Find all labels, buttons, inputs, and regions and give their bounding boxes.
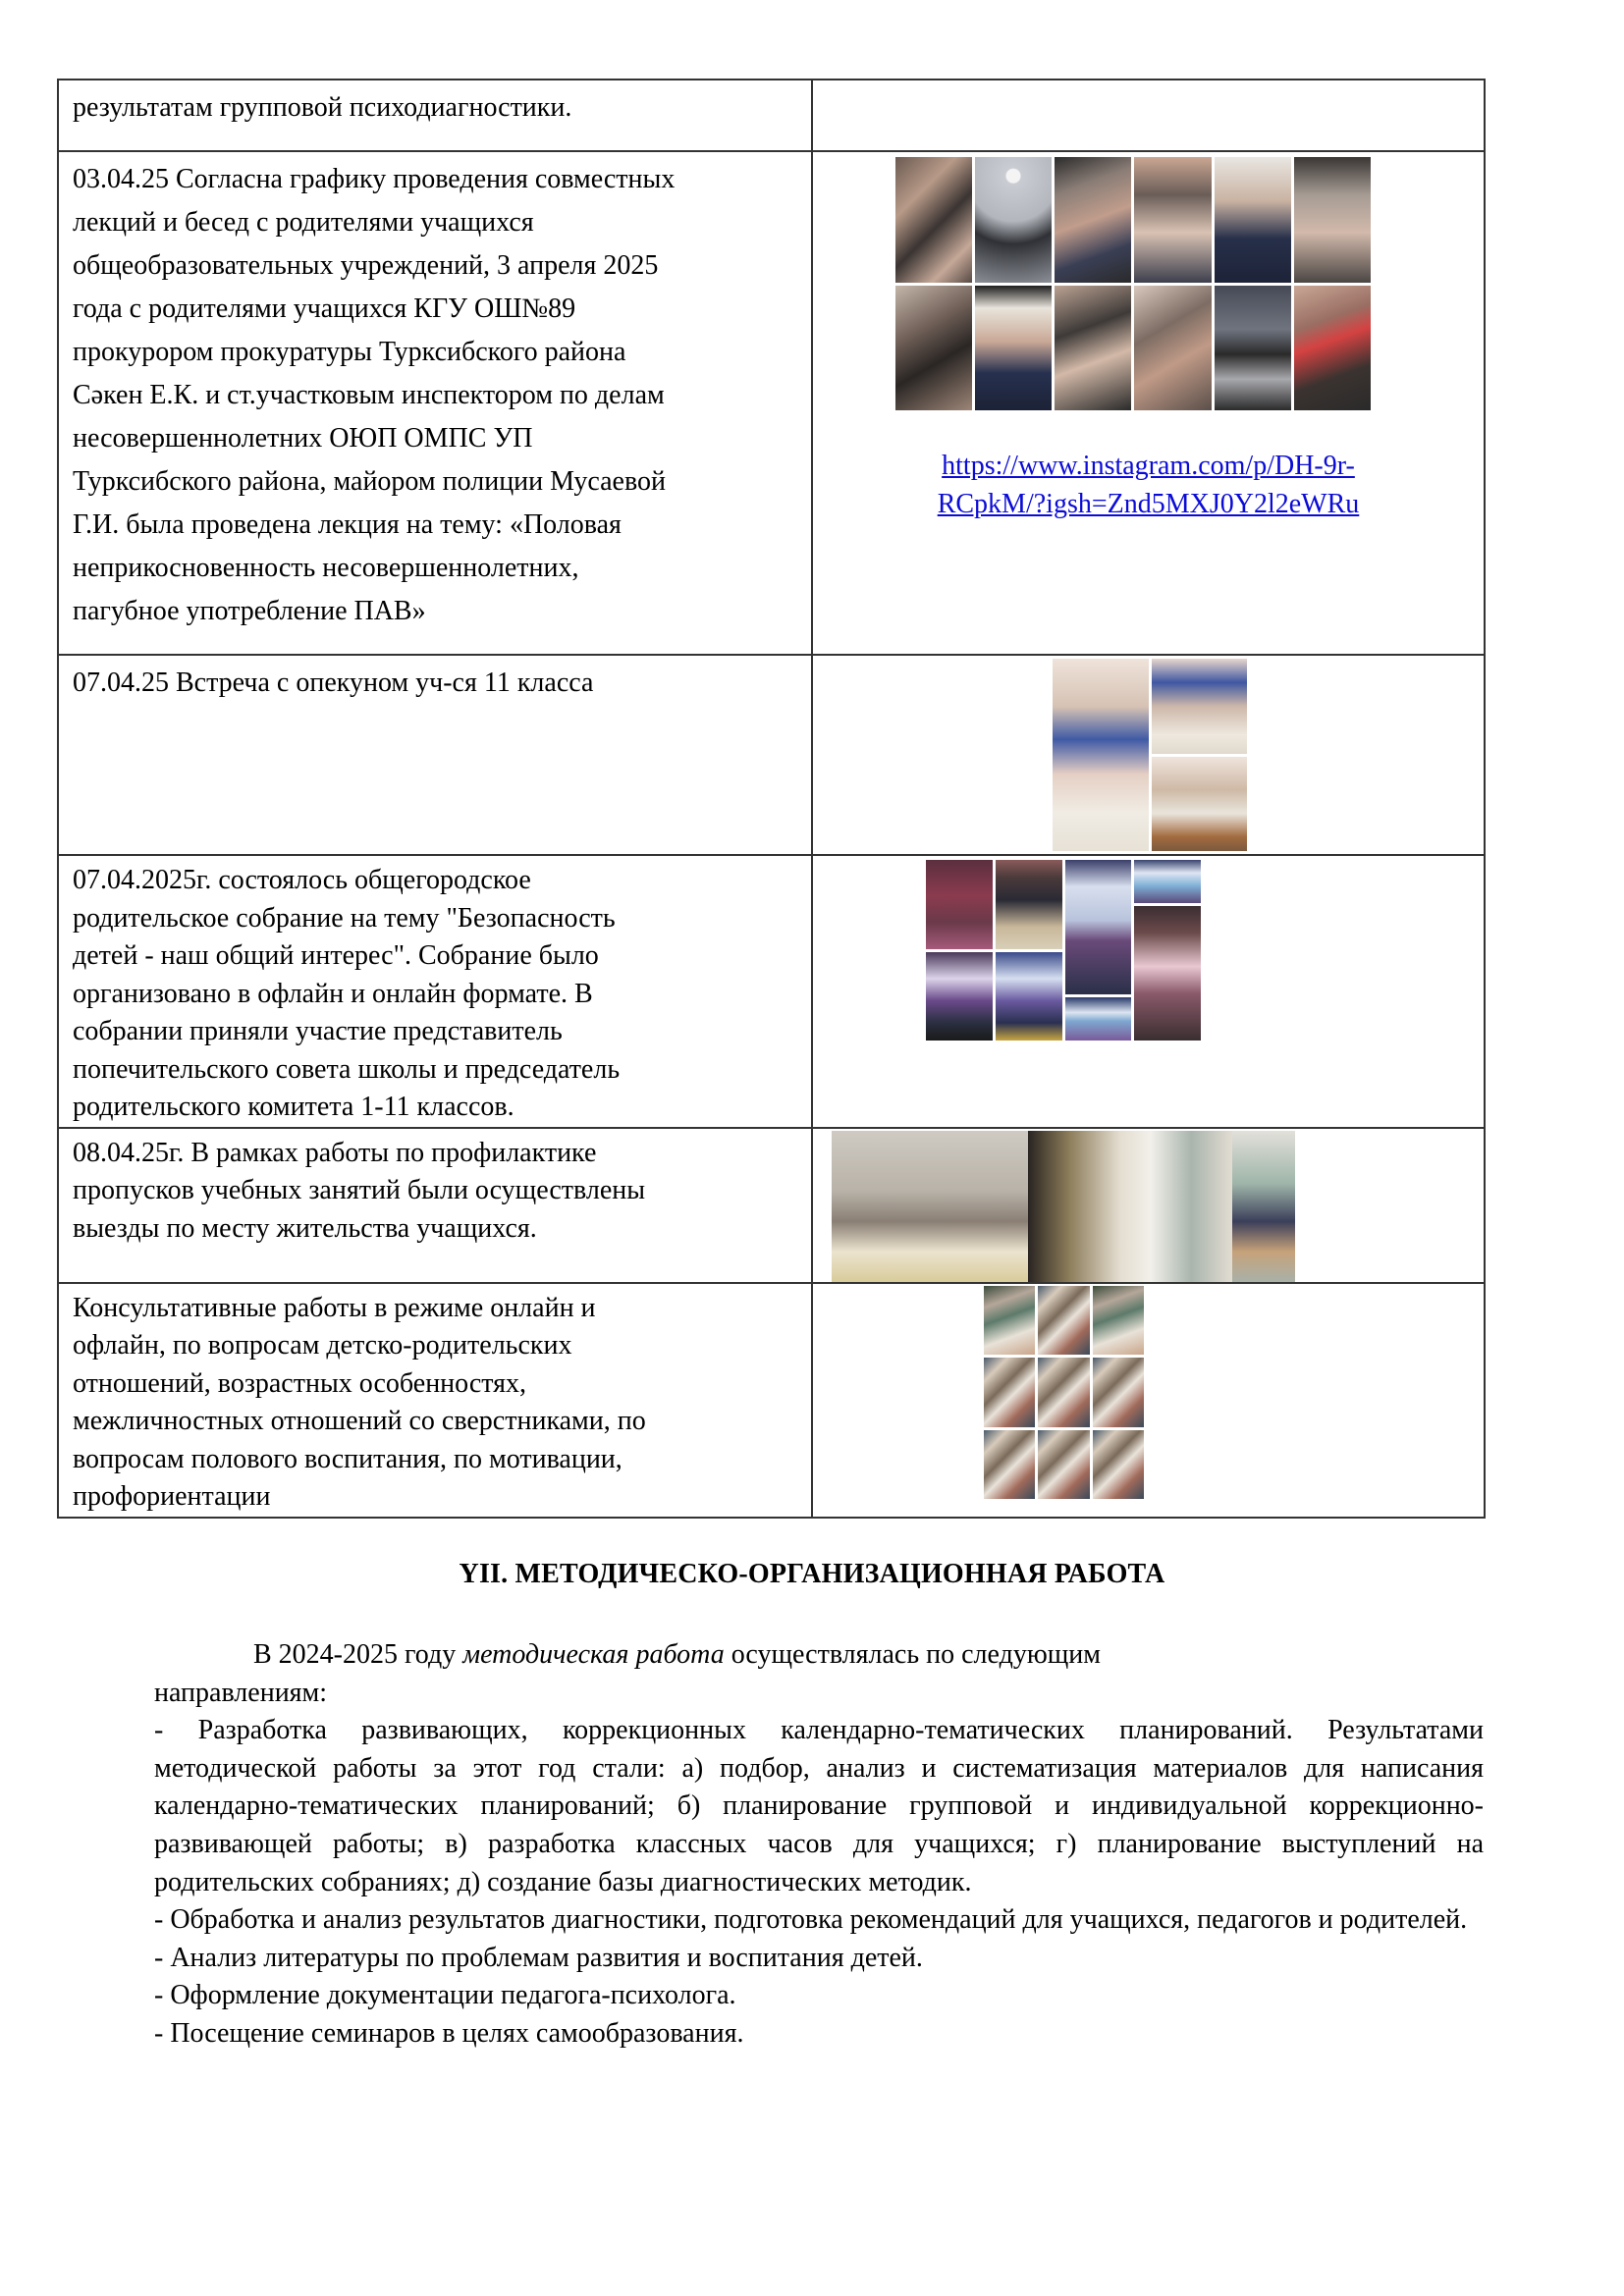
table-row	[58, 1128, 1485, 1283]
photo	[1134, 906, 1201, 1041]
row-description	[58, 655, 812, 855]
row-description	[58, 855, 812, 1128]
row-description	[58, 1283, 812, 1518]
table-row	[58, 80, 1485, 151]
list-item: - Оформление документации педагога-психолога.	[154, 1980, 736, 2011]
row-media-cell	[812, 80, 1485, 151]
photo	[1093, 1430, 1144, 1500]
row-media-cell	[812, 1128, 1485, 1283]
row-description	[58, 151, 812, 655]
photo	[1093, 1286, 1144, 1356]
intro-text: В 2024-2025 году	[253, 1639, 463, 1670]
list-item: - Посещение семинаров в целях самообразования.	[154, 2017, 744, 2049]
photo	[832, 1131, 1028, 1282]
table-row	[58, 655, 1485, 855]
photo	[996, 952, 1062, 1041]
photo	[926, 860, 993, 949]
photo	[984, 1358, 1035, 1427]
online-meeting-collage	[895, 157, 1371, 410]
intro-continuation: направлениям:	[154, 1677, 328, 1708]
intro-paragraph	[154, 1636, 1484, 1675]
photo	[1065, 997, 1132, 1041]
photo	[1038, 1358, 1089, 1427]
photo	[1152, 659, 1248, 754]
photo	[1215, 286, 1291, 411]
photo	[975, 286, 1052, 411]
row-media-cell	[812, 1283, 1485, 1518]
row-text: результатам групповой психодиагностики.	[73, 92, 572, 123]
activity-table	[57, 79, 1486, 1519]
office-meeting-collage	[1053, 659, 1247, 851]
intro-text: осуществлялась по следующим	[724, 1639, 1101, 1670]
consultation-photo-grid	[984, 1286, 1144, 1500]
row-text: 08.04.25г. В рамках работы по профилактике пропусков учебных занятий были осуществлены выезды по месту жительства учащихся.	[73, 1137, 646, 1244]
photo	[1232, 1131, 1295, 1282]
section-heading: YII. МЕТОДИЧЕСКО-ОРГАНИЗАЦИОННАЯ РАБОТА	[459, 1559, 1165, 1589]
photo	[1134, 157, 1211, 283]
row-text: 03.04.25 Согласна графику проведения совместных лекций и бесед с родителями учащихся общеобразовательных учреждений, 3 апреля 2025 года с родителями учащихся КГУ ОШ№89 прокурором прокуратуры Турксибского района Сәкен Е.К. и ст.участковым инспектором по делам несовершеннолетних ОЮП ОМПС УП Турксибского района, майором полиции Мусаевой Г.И. была проведена лекция на тему: «Половая неприкосновенность несовершеннолетних, пагубное употребление ПАВ»	[73, 164, 676, 626]
intro-emphasis: методическая работа	[462, 1639, 725, 1670]
photo	[1038, 1430, 1089, 1500]
row-text: 07.04.2025г. состоялось общегородское родительское собрание на тему "Безопасность детей - наш общий интерес". Собрание было организовано в офлайн и онлайн формате. В собрании приняли участие представитель попечительского совета школы и председатель родительского комитета 1-11 классов.	[73, 865, 621, 1122]
row-media-cell	[812, 151, 1485, 655]
photo	[1038, 1286, 1089, 1356]
assembly-hall-collage	[926, 860, 1201, 1041]
list-item: - Анализ литературы по проблемам развития и воспитания детей.	[154, 1942, 923, 1973]
row-description	[58, 1128, 812, 1283]
photo	[996, 860, 1062, 949]
photo	[1093, 1358, 1144, 1427]
photo	[984, 1286, 1035, 1356]
section-body	[154, 1636, 1484, 2054]
list-item: - Обработка и анализ результатов диагностики, подготовка рекомендаций для учащихся, педагогов и родителей.	[154, 1904, 1468, 1936]
row-media-cell	[812, 655, 1485, 855]
table-row	[58, 1283, 1485, 1518]
photo	[1294, 157, 1371, 283]
photo	[1134, 286, 1211, 411]
instagram-link-block	[813, 447, 1484, 523]
photo	[975, 157, 1052, 283]
photo	[895, 286, 972, 411]
photo	[1215, 157, 1291, 283]
photo	[1055, 286, 1131, 411]
home-visit-collage	[832, 1131, 1295, 1282]
table-row	[58, 855, 1485, 1128]
row-text: Консультативные работы в режиме онлайн и офлайн, по вопросам детско-родительских отношений, возрастных особенностях, межличностных отношений со сверстниками, по вопросам полового воспитания, по мотивации, профориентации	[73, 1292, 646, 1512]
list-item: - Разработка развивающих, коррекционных календарно-тематических планирований. Результатами методической работы за этот год стали: а) подбор, анализ и систематизация материалов для написания календарно-тематических планирований; б) планирование групповой и индивидуальной коррекционно-развивающей работы; в) разработка классных часов для учащихся; г) планирование выступлений на родительских собраниях; д) создание базы диагностических методик.	[154, 1715, 1484, 1897]
photo	[1134, 860, 1201, 903]
instagram-link[interactable]: https://www.instagram.com/p/DH-9r- RCpkM/?igsh=Znd5MXJ0Y2l2eWRu	[937, 451, 1360, 519]
photo	[1294, 286, 1371, 411]
photo	[895, 157, 972, 283]
row-text: 07.04.25 Встреча с опекуном уч-ся 11 класса	[73, 667, 594, 698]
photo	[1055, 157, 1131, 283]
photo	[1053, 659, 1149, 851]
photo	[926, 952, 993, 1041]
photo	[984, 1430, 1035, 1500]
photo	[1065, 860, 1132, 994]
table-row	[58, 151, 1485, 655]
row-description	[58, 80, 812, 151]
photo	[1152, 757, 1248, 852]
row-media-cell	[812, 855, 1485, 1128]
photo	[1028, 1131, 1232, 1282]
